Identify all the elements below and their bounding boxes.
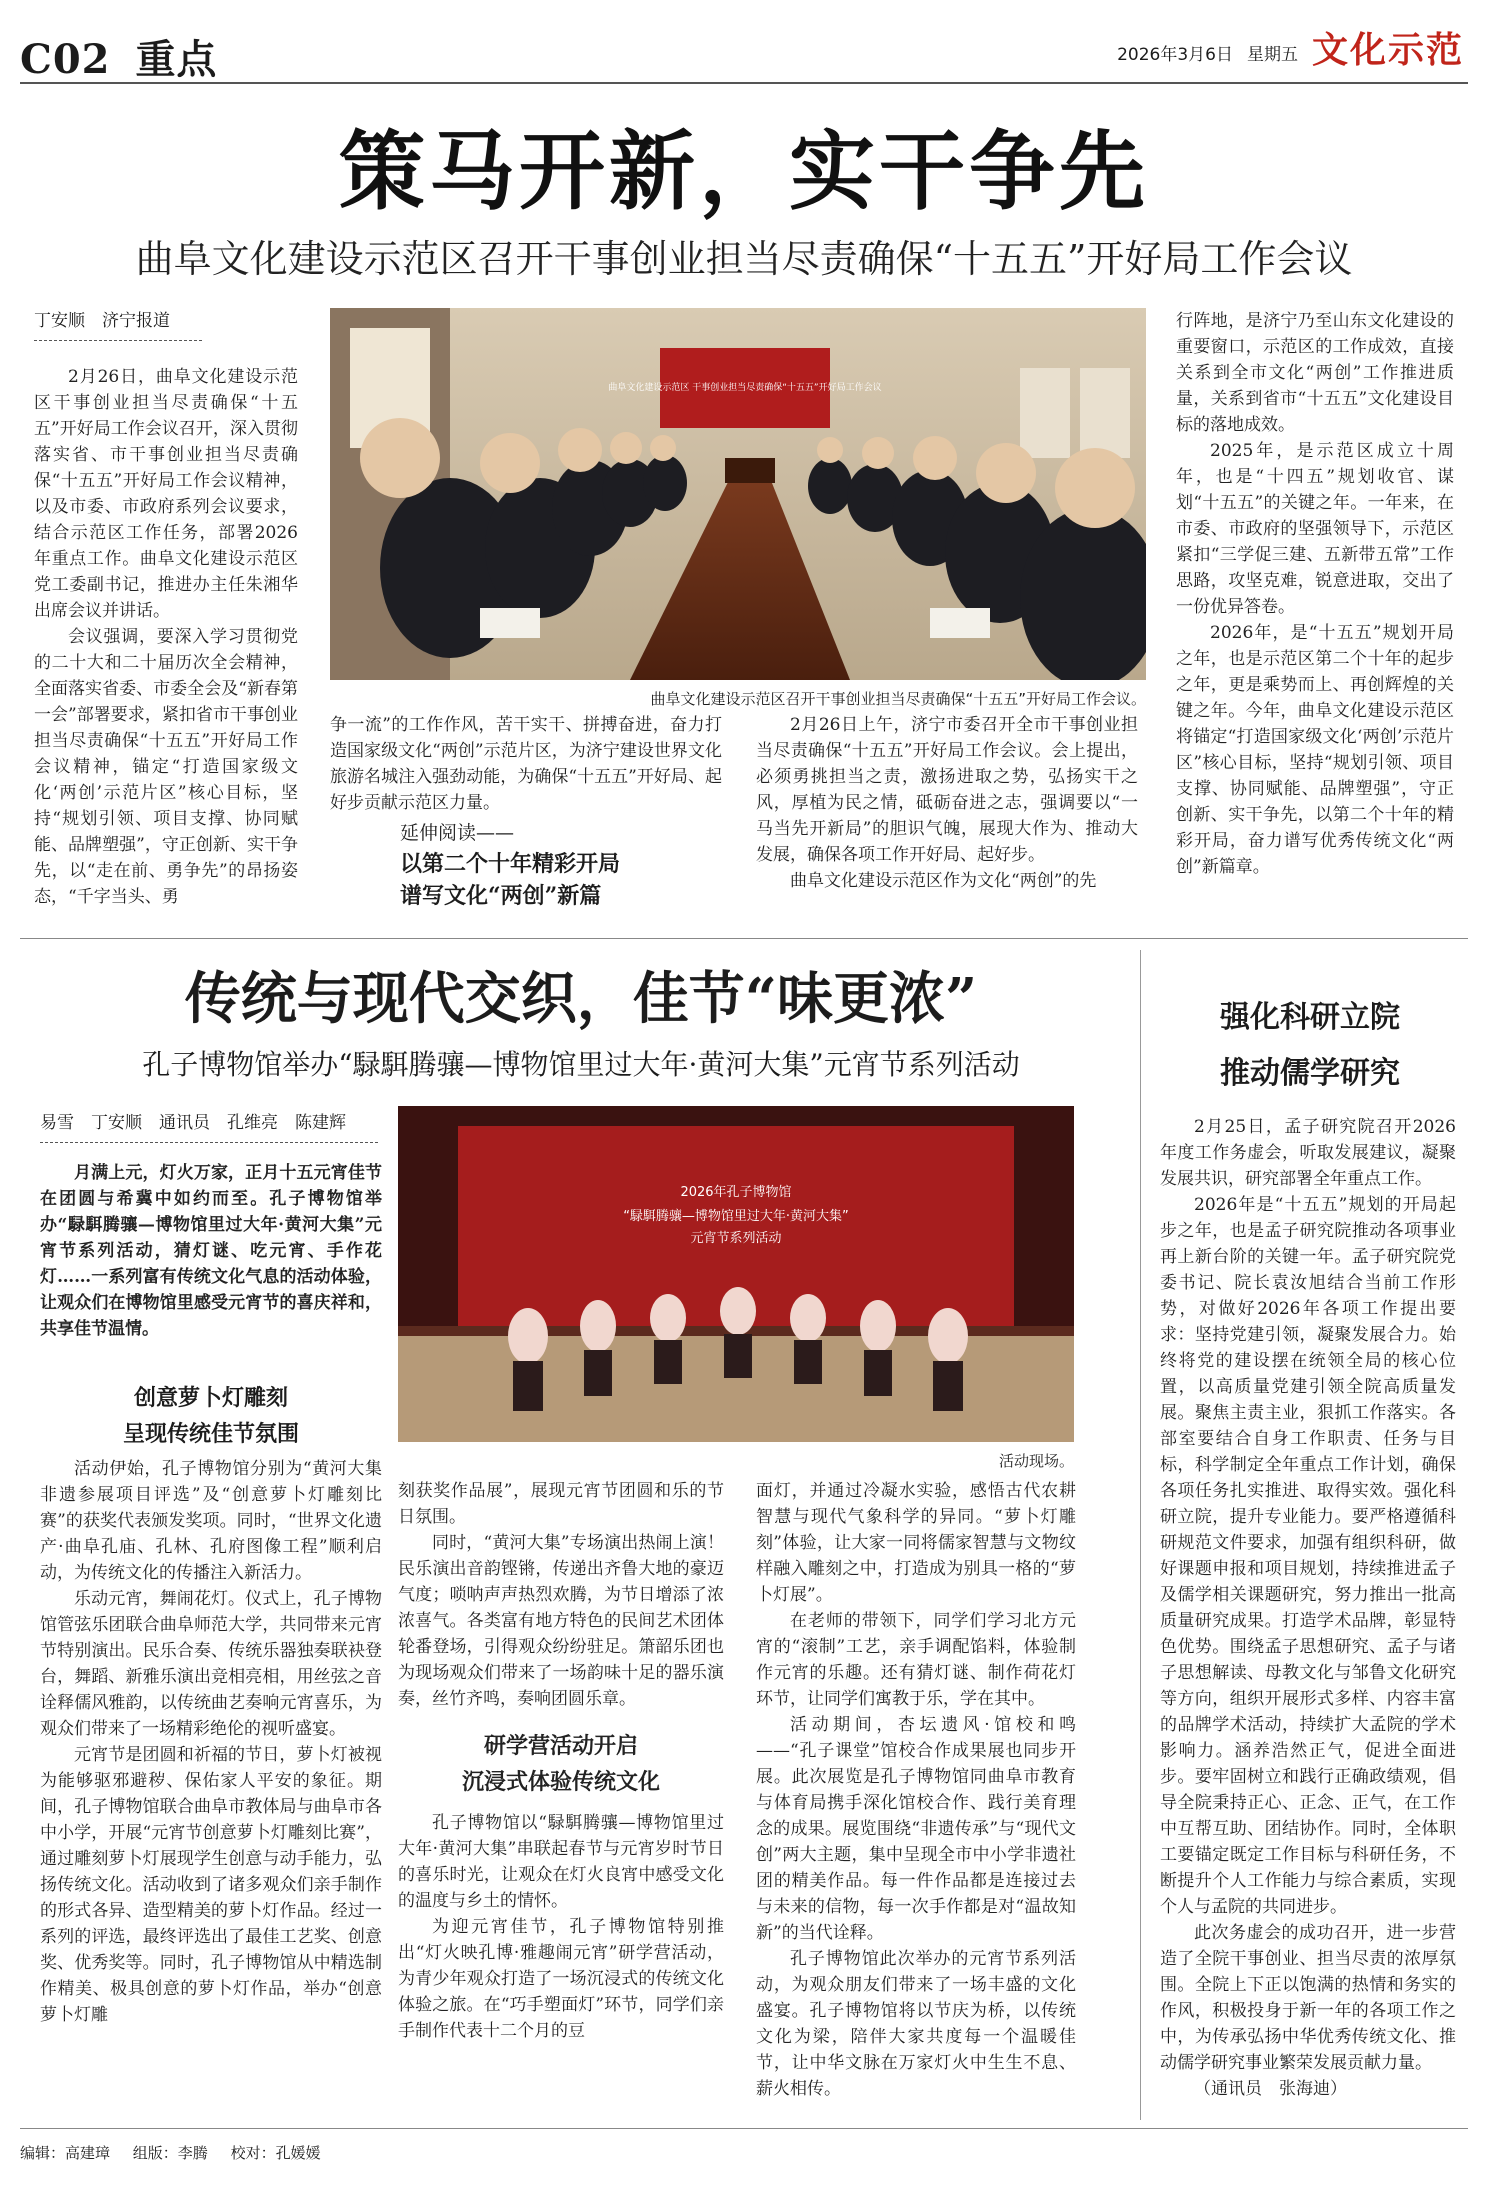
article2-section1-heading: [40, 1380, 382, 1452]
article2-caption: 活动现场。: [998, 1452, 1074, 1470]
article2-section2-heading: [398, 1728, 724, 1800]
footer-editor: 编辑：高建璋: [20, 2144, 111, 2162]
paragraph: 孔子博物馆此次举办的元宵节系列活动，为观众朋友们带来了一场丰盛的文化盛宴。孔子博物馆将以节庆为桥，以传统文化为梁，陪伴大家共度每一个温暖佳节，让中华文脉在万家灯火中生生不息、薪火相传。: [756, 1949, 1076, 2099]
paragraph: 在老师的带领下，同学们学习北方元宵的“滚制”工艺，亲手调配馅料，体验制作元宵的乐趣。还有猜灯谜、制作荷花灯环节，让同学们寓教于乐，学在其中。: [756, 1611, 1076, 1709]
article2-lead: [40, 1160, 382, 1342]
issue-weekday: 星期五: [1246, 45, 1298, 65]
brand-logo: 文化示范: [1311, 29, 1464, 71]
page-number: C02: [20, 36, 111, 83]
byline-dash: [34, 340, 202, 341]
masthead-rule: [20, 82, 1468, 84]
article1-subtitle: 曲阜文化建设示范区召开干事创业担当尽责确保“十五五”开好局工作会议: [135, 237, 1353, 281]
article1-caption: 曲阜文化建设示范区召开干事创业担当尽责确保“十五五”开好局工作会议。: [650, 690, 1146, 708]
section-heading-line2: 呈现传统佳节氛围: [122, 1421, 299, 1447]
paragraph: 2026年是“十五五”规划的开局起步之年，也是孟子研究院推动各项事业再上新台阶的关键一年。孟子研究院党委书记、院长袁汝旭结合当前工作形势，对做好2026年各项工作提出要求：坚持党建引领，凝聚发展合力。始终将党的建设摆在统领全局的核心位置，以高质量党建引领全院高质量发展。聚焦主责主业，狠抓工作落实。各部室要结合自身工作职责、任务与目标，科学制定全年重点工作计划，确保各项任务扎实推进、取得实效。强化科研立院，提升专业能力。要严格遵循科研规范文件要求，加强有组织科研，做好课题申报和项目规划，持续推进孟子及儒学相关课题研究，努力推出一批高质量研究成果。打造学术品牌，彰显特色优势。围绕孟子思想研究、孟子与诸子思想解读、母教文化与邹鲁文化研究等方向，组织开展形式多样、内容丰富的品牌学术活动，持续扩大孟院的学术影响力。涵养浩然正气，促进全面进步。要牢固树立和践行正确政绩观，倡导全院秉持正心、正念、正气，在工作中互帮互助、团结协作。同时，全体职工要锚定既定工作目标与科研任务，不断提升个人工作能力与综合素质，实现个人与孟院的共同进步。: [1160, 1195, 1456, 1917]
paragraph: 元宵节是团圆和祈福的节日，萝卜灯被视为能够驱邪避秽、保佑家人平安的象征。期间，孔子博物馆联合曲阜市教体局与曲阜市各中小学，开展“元宵节创意萝卜灯雕刻比赛”，通过雕刻萝卜灯展现学生创意与动手能力，弘扬传统文化。活动收到了诸多观众们亲手制作的形式各异、造型精美的萝卜灯作品。经过一系列的评选，最终评选出了最佳工艺奖、创意奖、优秀奖等。同时，孔子博物馆从中精选制作精美、极具创意的萝卜灯作品，举办“创意萝卜灯雕: [40, 1745, 382, 2025]
article3-byline: （通讯员 张海迪）: [1194, 2079, 1347, 2099]
article2-column1: [40, 1456, 382, 2028]
footer: [20, 2142, 321, 2163]
article2-title: 传统与现代交织，佳节“味更浓”: [184, 966, 978, 1032]
section-heading-line2: 沉浸式体验传统文化: [461, 1769, 660, 1795]
article3-title-line2: 推动儒学研究: [1220, 1056, 1400, 1091]
paragraph: 2025年，是示范区成立十周年，也是“十四五”规划收官、谋划“十五五”的关键之年。一年来，在市委、市政府的坚强领导下，示范区紧扣“三学促三建、五新带五常”工作思路，攻坚克难，锐意进取，交出了一份优异答卷。: [1176, 441, 1454, 617]
column-divider: [1140, 950, 1141, 2120]
extended-title-line1: 以第二个十年精彩开局: [400, 851, 621, 877]
meeting-photo: [330, 308, 1146, 680]
section-heading-line1: 创意萝卜灯雕刻: [133, 1385, 288, 1411]
article1-right-mid-column: [756, 712, 1138, 894]
paragraph: 同时，“黄河大集”专场演出热闹上演！民乐演出音韵铿锵，传递出齐鲁大地的豪迈气度；唢呐声声热烈欢腾，为节日增添了浓浓喜气。各类富有地方特色的民间艺术团体轮番登场，引得观众纷纷驻足。箫韶乐团也为现场观众们带来了一场韵味十足的器乐演奏，丝竹齐鸣，奏响团圆乐章。: [398, 1533, 724, 1709]
paragraph: 活动伊始，孔子博物馆分别为“黄河大集非遗参展项目评选”及“创意萝卜灯雕刻比赛”的获奖代表颁发奖项。同时，“世界文化遗产·曲阜孔庙、孔林、孔府图像工程”顺利启动，为传统文化的传播注入新活力。: [40, 1459, 382, 1583]
section-heading-line1: 研学营活动开启: [483, 1733, 638, 1759]
banner-text: 曲阜文化建设示范区 干事创业担当尽责确保“十五五”开好局工作会议: [608, 383, 882, 393]
article3-body: [1160, 1114, 1456, 2102]
paragraph: 曲阜文化建设示范区作为文化“两创”的先: [790, 871, 1097, 891]
article3-title-line1: 强化科研立院: [1220, 1000, 1400, 1035]
section-rule: [20, 938, 1468, 939]
stage-text-3: 元宵节系列活动: [690, 1231, 782, 1246]
issue-date: 2026年3月6日: [1117, 45, 1233, 65]
article2-byline: 易雪 丁安顺 通讯员 孔维亮 陈建辉: [40, 1113, 346, 1133]
article1-byline: 丁安顺 济宁报道: [34, 311, 170, 331]
footer-rule: [20, 2128, 1468, 2129]
footer-group: 组版：李腾: [132, 2144, 208, 2162]
paragraph: 2026年，是“十五五”规划开局之年，也是示范区第二个十年的起步之年，更是乘势而上、再创辉煌的关键之年。今年，曲阜文化建设示范区将锚定“打造国家级文化‘两创’示范片区”核心目标，坚持“规划引领、项目支撑、协同赋能、品牌塑强”，守正创新、实干争先，以第二个十年的精彩开局，奋力谱写优秀传统文化“两创”新篇章。: [1176, 623, 1454, 877]
article1-title: 策马开新，实干争先: [339, 121, 1149, 222]
paragraph: 2月26日上午，济宁市委召开全市干事创业担当尽责确保“十五五”开好局工作会议。会上提出，必须勇挑担当之责，激扬进取之势，弘扬实干之风，厚植为民之情，砥砺奋进之志，强调要以“一马当先开新局”的胆识气魄，展现大作为、推动大发展，确保各项工作开好局、起好步。: [756, 715, 1138, 865]
article2-subtitle: 孔子博物馆举办“騄駬腾骧—博物馆里过大年·黄河大集”元宵节系列活动: [142, 1048, 1020, 1081]
paragraph: 为迎元宵佳节，孔子博物馆特别推出“灯火映孔博·雅趣闹元宵”研学营活动，为青少年观众打造了一场沉浸式的传统文化体验之旅。在“巧手塑面灯”环节，同学们亲手制作代表十二个月的豆: [398, 1917, 724, 2041]
paragraph: 会议强调，要深入学习贯彻党的二十大和二十届历次全会精神，全面落实省委、市委全会及“新春第一会”部署要求，紧扣省市干事创业担当尽责确保“十五五”开好局工作会议精神，锚定“打造国家级文化‘两创’示范片区”核心目标，坚持“规划引领、项目支撑、协同赋能、品牌塑强”，守正创新、实干争先，以“走在前、勇争先”的昂扬姿态，“千字当头、勇: [34, 627, 298, 907]
paragraph: 此次务虚会的成功召开，进一步营造了全院干事创业、担当尽责的浓厚氛围。全院上下正以饱满的热情和务实的作风，积极投身于新一年的各项工作之中，为传承弘扬中华优秀传统文化、推动儒学研究事业繁荣发展贡献力量。: [1160, 1923, 1456, 2073]
stage-scene: [398, 1106, 1074, 1442]
article3-title: [1160, 990, 1460, 1102]
extended-title-line2: 谱写文化“两创”新篇: [400, 883, 602, 909]
page-number-section: [20, 28, 217, 85]
paragraph: 行阵地，是济宁乃至山东文化建设的重要窗口，示范区的工作成效，直接关系到全市文化“两创”工作推进质量，关系到省市“十五五”文化建设目标的落地成效。: [1176, 311, 1454, 435]
lead-paragraph: 月满上元，灯火万家，正月十五元宵佳节在团圆与希冀中如约而至。孔子博物馆举办“騄駬腾骧—博物馆里过大年·黄河大集”元宵节系列活动，猜灯谜、吃元宵、手作花灯……一系列富有传统文化气息的活动体验，让观众们在博物馆里感受元宵节的喜庆祥和，共享佳节温情。: [40, 1163, 382, 1339]
article1-mid-column: [330, 712, 722, 816]
paragraph: 面灯，并通过冷凝水实验，感悟古代农耕智慧与现代气象科学的异同。“萝卜灯雕刻”体验，让大家一同将儒家智慧与文物纹样融入雕刻之中，打造成为别具一格的“萝卜灯展”。: [756, 1481, 1076, 1605]
masthead-right: [1117, 22, 1464, 73]
article2-column3: [756, 1478, 1076, 2102]
article1-right-column: [1176, 308, 1454, 880]
paragraph: 2月26日，曲阜文化建设示范区干事创业担当尽责确保“十五五”开好局工作会议召开，深入贯彻落实省、市干事创业担当尽责确保“十五五”开好局工作会议精神，以及市委、市政府系列会议要求，结合示范区工作任务，部署2026年重点工作。曲阜文化建设示范区党工委副书记，推进办主任朱湘华出席会议并讲话。: [34, 367, 298, 621]
article2-column2: [398, 1478, 724, 2044]
stage-text-1: 2026年孔子博物馆: [680, 1185, 792, 1200]
paragraph: 乐动元宵，舞闹花灯。仪式上，孔子博物馆管弦乐团联合曲阜师范大学，共同带来元宵节特别演出。民乐合奏、传统乐器独奏联袂登台，舞蹈、新雅乐演出竞相亮相，用丝弦之音诠释儒风雅韵，以传统曲艺奏响元宵喜乐，为观众们带来了一场精彩绝伦的视听盛宴。: [40, 1589, 382, 1739]
paragraph: 孔子博物馆以“騄駬腾骧—博物馆里过大年·黄河大集”串联起春节与元宵岁时节日的喜乐时光，让观众在灯火良宵中感受文化的温度与乡土的情怀。: [398, 1813, 724, 1911]
paragraph: 刻获奖作品展”，展现元宵节团圆和乐的节日氛围。: [398, 1481, 724, 1527]
stage-text-2: “騄駬腾骧—博物馆里过大年·黄河大集”: [623, 1209, 849, 1224]
extended-reading-label: 延伸阅读——: [400, 822, 515, 844]
footer-proof: 校对：孔媛媛: [230, 2144, 321, 2162]
byline-dash: [40, 1142, 378, 1143]
paragraph: 活动期间，杏坛遗风·馆校和鸣——“孔子课堂”馆校合作成果展也同步开展。此次展览是孔子博物馆同曲阜市教育与体育局携手深化馆校合作、践行美育理念的成果。展览围绕“非遗传承”与“现代文创”两大主题，集中呈现全市中小学非遗社团的精美作品。每一件作品都是连接过去与未来的信物，每一次手作都是对“温故知新”的当代诠释。: [756, 1715, 1076, 1943]
paragraph: 争一流”的工作作风，苦干实干、拼搏奋进，奋力打造国家级文化“两创”示范片区，为济宁建设世界文化旅游名城注入强劲动能，为确保“十五五”开好局、起好步贡献示范区力量。: [330, 715, 722, 813]
section-name: 重点: [135, 36, 218, 83]
meeting-scene: [330, 308, 1146, 680]
stage-photo: [398, 1106, 1074, 1442]
extended-reading-title: [400, 848, 620, 912]
paragraph: 2月25日，孟子研究院召开2026年度工作务虚会，听取发展建议，凝聚发展共识，研究部署全年重点工作。: [1160, 1117, 1456, 1189]
article1-left-column: [34, 364, 298, 910]
